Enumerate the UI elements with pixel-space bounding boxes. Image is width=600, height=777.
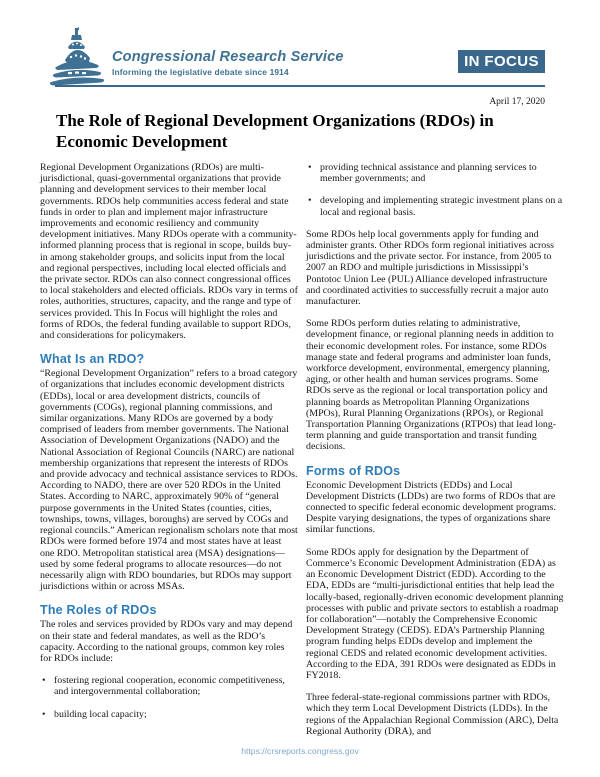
bullet-item — [40, 675, 298, 697]
document-date: April 17, 2020 — [489, 97, 545, 107]
bullet-item — [306, 162, 564, 184]
paragraph: “Regional Development Organization” refers to a broad category of organizations that includes economic development districts (EDDs), local or area development districts, councils of governments (COGs), regional planning commissions, and similar organizations. Many RDOs are governed by a body comprised of leaders from member governments. The National Association of Development Organizations (NADO) and the National Association of Regional Councils (NARC) are national membership organizations that represent the interests of RDOs and provide advocacy and technical assistance services to RDOs. According to NADO, there are over 520 RDOs in the United States. According to NARC, approximately 90% of “general purpose governments in the United States (counties, cities, townships, towns, villages, boroughs) are served by COGs and regional councils.” American regionalism scholars note that most RDOs were formed before 1974 and most states have at least one RDO. Metropolitan statistical area (MSA) designations—used by some federal programs to allocate resources—do not necessarily align with RDO boundaries, but RDOs may support jurisdictions within or across MSAs. — [40, 368, 298, 593]
page-footer — [0, 741, 600, 759]
section-heading: Forms of RDOs — [306, 463, 401, 478]
brand-tagline: Informing the legislative debate since 1914 — [112, 67, 289, 77]
section-heading: What Is an RDO? — [40, 352, 145, 367]
footer-link[interactable]: https://crsreports.congress.gov — [241, 746, 359, 756]
bullet-item — [40, 709, 298, 720]
bullet-text: building local capacity; — [54, 708, 147, 720]
paragraph: The roles and services provided by RDOs vary and may depend on their state and federal mandates, as well as the RDO’s capacity. According to the national groups, common key roles for RDOs include: — [40, 619, 293, 664]
bullet-icon: • — [308, 162, 312, 173]
header-divider — [55, 85, 545, 87]
bullet-icon: • — [42, 708, 46, 720]
paragraph: Three federal-state-regional commissions partner with RDOs, which they term Local Development Districts (LDDs). In the regions of the Appalachian Regional Commission (ARC), Delta Regional Authority (DRA), and — [306, 692, 559, 737]
brand-name: Congressional Research Service — [112, 49, 344, 65]
right-column — [306, 162, 564, 748]
paragraph: Regional Development Organizations (RDOs) are multi-jurisdictional, quasi-governmental organizations that provide planning and development services to their member local governments. RDOs help communities access federal and state funds in order to plan and implement major infrastructure improvements and economic resiliency and community development initiatives. Many RDOs operate with a community-informed planning process that is regional in scope, builds buy-in among stakeholder groups, and solicits input from the local and regional perspectives, including local elected officials and the private sector. RDOs can also connect congressional offices to local stakeholders and elected officials. RDOs vary in terms of roles, authorities, structures, capacity, and the range and type of services provided. This In Focus will highlight the roles and forms of RDOs, the federal funding available to support RDOs, and considerations for policymakers. — [40, 162, 298, 342]
bullet-text: fostering regional cooperation, economic competitiveness, and intergovernmental collaboration; — [54, 675, 285, 698]
paragraph: Some RDOs apply for designation by the Department of Commerce’s Economic Development Administration (EDA) as an Economic Development District (EDD). According to the EDA, EDDs are “multi-jurisdictional entities that help lead the locally-based, regionally-driven economic development planning processes with public and private sectors to establish a roadmap for collaboration”—notably the Comprehensive Economic Development Strategy (CEDS). EDA’s Partnership Planning program funding helps EDDs develop and implement the regional CEDS and related economic development activities. According to the EDA, 391 RDOs were designated as EDDs in FY2018. — [306, 546, 564, 681]
bullet-icon: • — [308, 195, 312, 207]
body-columns — [40, 162, 564, 748]
paragraph: Some RDOs perform duties relating to administrative, development finance, or regional planning needs in addition to their economic development roles. For instance, some RDOs manage state and federal programs and administer loan funds, workforce development, environmental, emergency planning, aging, or other health and human services programs. Some RDOs serve as the regional or local transportation policy and planning boards as Metropolitan Planning Organizations (MPOs), Rural Planning Organizations (RPOs), or Regional Transportation Planning Organizations (RTPOs) that lead long-term planning and guide transportation and transit funding decisions. — [306, 318, 557, 453]
bullet-item — [306, 195, 564, 217]
capitol-dome-icon — [48, 27, 106, 87]
in-focus-badge: IN FOCUS — [458, 50, 545, 73]
crs-logo-group — [48, 27, 344, 87]
document-title: The Role of Regional Development Organizations (RDOs) in Economic Development — [56, 111, 494, 151]
left-column — [40, 162, 298, 748]
bullet-icon: • — [42, 675, 46, 687]
bullet-text: developing and implementing strategic investment plans on a local and regional basis. — [320, 195, 563, 218]
paragraph: Economic Development Districts (EDDs) and Local Development Districts (LDDs) are two forms of RDOs that are connected to specific federal economic development programs. Despite varying designations, the types of organizations share similar functions. — [306, 479, 556, 536]
section-heading: The Roles of RDOs — [40, 603, 157, 618]
bullet-text: providing technical assistance and planning services to member governments; and — [320, 162, 537, 185]
paragraph: Some RDOs help local governments apply for funding and administer grants. Other RDOs form regional initiatives across jurisdictions and the private sector. For instance, from 2005 to 2007 an RDO and multiple jurisdictions in Mississippi’s Pontotoc Union Lee (PUL) Alliance developed infrastructure and coordinated activities to successfully recruit a major auto manufacturer. — [306, 228, 554, 308]
